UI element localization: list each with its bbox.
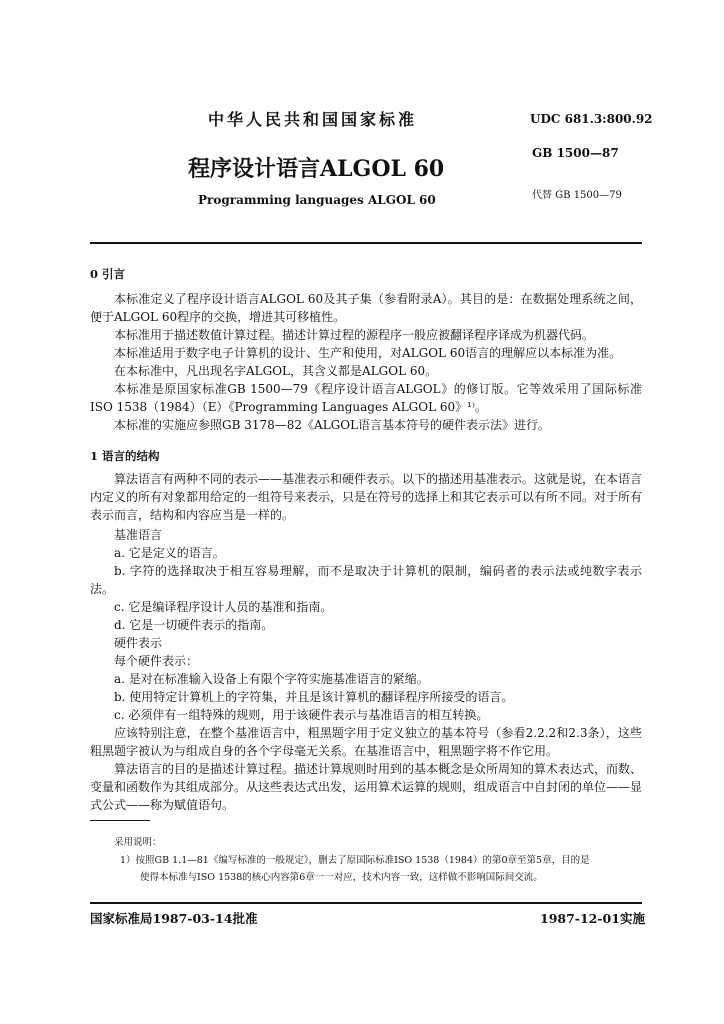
s0-para-2: 本标准用于描述数值计算过程。描述计算过程的源程序一般应被翻译程序译成为机器代码。 (114, 328, 595, 342)
standard-org: 中华人民共和国国家标准 (208, 110, 418, 129)
footer-divider (90, 902, 642, 904)
section-1-heading: 1 语言的结构 (90, 449, 160, 463)
hw-item-b: b. 使用特定计算机上的字符集，并且是该计算机的翻译程序所接受的语言。 (114, 690, 514, 704)
ref-item-d: d. 它是一切硬件表示的指南。 (114, 618, 274, 632)
ref-item-a: a. 它是定义的语言。 (114, 546, 225, 560)
ref-item-b: b. 字符的选择取决于相互容易理解，而不是取决于计算机的限制，编码者的表示法或纯数字表示法。 (90, 564, 642, 596)
footnote-label: 采用说明： (114, 837, 162, 848)
s1-intro: 算法语言有两种不同的表示——基准表示和硬件表示。以下的描述用基准表示。这就是说，在本语言内定义的所有对象都用给定的一组符号来表示，只是在符号的选择上和其它表示可以有所不同。对于所有表示而言，结构和内容应当是一样的。 (90, 472, 643, 522)
ref-language-label: 基准语言 (114, 528, 163, 542)
page-title: 程序设计语言ALGOL 60 (188, 156, 445, 182)
s0-para-5: 本标准是原国家标准GB 1500—79《程序设计语言ALGOL》的修订版。它等效采用了国际标准ISO 1538（1984）（E）《Programming Languages ALGOL 60》¹⁾。 (90, 382, 642, 414)
hw-item-c: c. 必须伴有一组特殊的规则，用于该硬件表示与基准语言的相互转换。 (114, 708, 489, 722)
footnote-line-2: 使得本标准与ISO 1538的核心内容第6章一一对应，技术内容一致，这样做不影响国际间交流。 (140, 872, 543, 883)
footnote-line-1: 1）按照GB 1.1—81《编写标准的一般规定》，删去了原国际标准ISO 1538（1984）的第0章至第5章，目的是 (120, 855, 590, 866)
ref-item-c: c. 它是编译程序设计人员的基准和指南。 (114, 600, 333, 614)
hw-item-a: a. 是对在标准输入设备上有限个字符实施基准语言的紧缩。 (114, 672, 429, 686)
udc-number: UDC 681.3:800.92 (530, 112, 653, 126)
s0-para-4: 在本标准中，凡出现名字ALGOL，其含义都是ALGOL 60。 (114, 364, 438, 378)
approval-date: 国家标准局1987-03-14批准 (90, 911, 258, 926)
s0-para-1: 本标准定义了程序设计语言ALGOL 60及其子集（参看附录A）。其目的是：在数据处理系统之间，便于ALGOL 60程序的交换，增进其可移植性。 (90, 292, 642, 324)
page-subtitle: Programming languages ALGOL 60 (198, 193, 436, 207)
s0-para-3: 本标准适用于数字电子计算机的设计、生产和使用，对ALGOL 60语言的理解应以本标准为准。 (114, 346, 622, 360)
header-divider (90, 242, 642, 244)
hw-label: 硬件表示 (114, 636, 163, 650)
footnote-divider (90, 820, 150, 821)
s1-para-last: 算法语言的目的是描述计算过程。描述计算规则时用到的基本概念是众所周知的算术表达式，而数、变量和函数作为其组成部分。从这些表达式出发，运用算术运算的规则，组成语言中自封闭的单位——显式公式——称为赋值语句。 (90, 762, 643, 812)
effective-date: 1987-12-01实施 (540, 911, 645, 926)
s0-para-6: 本标准的实施应参照GB 3178—82《ALGOL语言基本符号的硬件表示法》进行。 (114, 418, 551, 432)
s1-para-bold: 应该特别注意，在整个基准语言中，粗黑题字用于定义独立的基本符号（参看2.2.2和2.3条），这些粗黑题字被认为与组成自身的各个字母毫无关系。在基准语言中，粗黑题字将不作它用。 (90, 726, 642, 758)
gb-number: GB 1500—87 (532, 146, 619, 160)
replaces-note: 代替 GB 1500—79 (532, 190, 622, 201)
section-0-heading: 0 引言 (90, 267, 126, 281)
hw-intro: 每个硬件表示： (114, 654, 199, 668)
